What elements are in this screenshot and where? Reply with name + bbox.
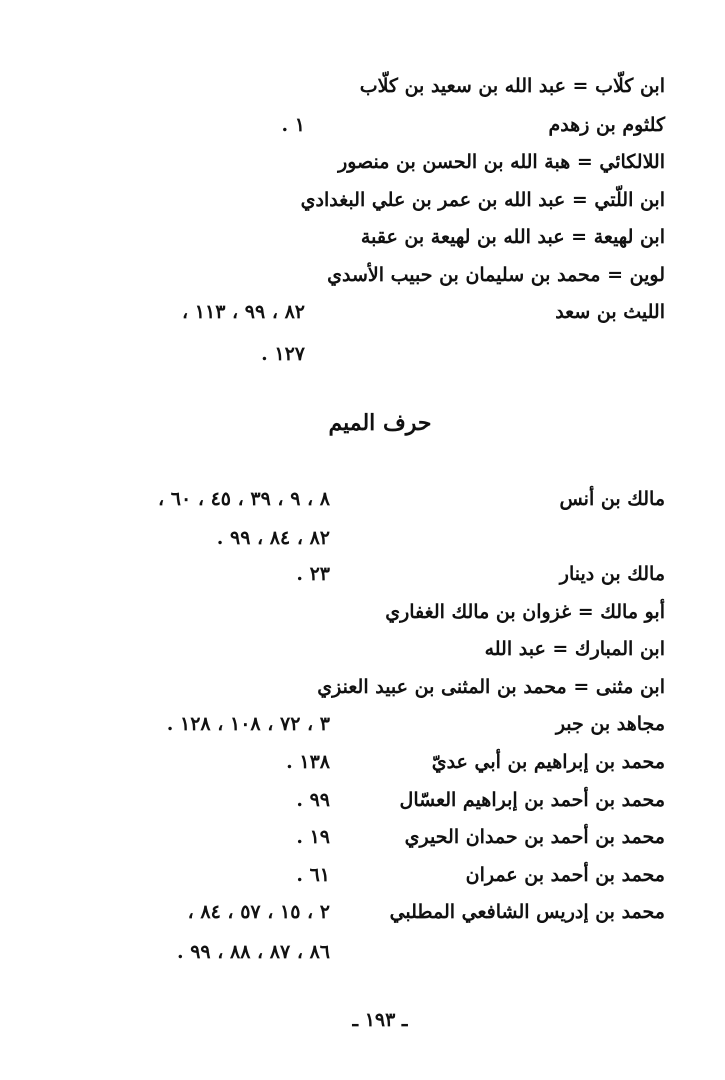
entry-name: ابن مثنى = محمد بن المثنى بن عبيد العنزي <box>317 676 665 698</box>
entry-pages: ٨٢ ، ٨٤ ، ٩٩ . <box>216 527 330 549</box>
entry-name: محمد بن أحمد بن إبراهيم العسّال <box>399 789 665 811</box>
entry-name: ابن المبارك = عبد الله <box>484 638 665 660</box>
entry-pages: ٢٣ . <box>296 563 330 585</box>
entry-name: ابن اللّتي = عبد الله بن عمر بن علي البغدادي <box>300 189 665 211</box>
entry-pages: ٨ ، ٩ ، ٣٩ ، ٤٥ ، ٦٠ ، <box>158 488 330 510</box>
entry-name: محمد بن إبراهيم بن أبي عديّ <box>431 751 665 773</box>
page-number: ـ ١٩٣ ـ <box>352 1009 408 1031</box>
entry-name: محمد بن أحمد بن عمران <box>465 864 665 886</box>
entry-pages: ١٩ . <box>296 826 330 848</box>
entry-name: مالك بن دينار <box>559 563 665 585</box>
entry-pages: ٣ ، ٧٢ ، ١٠٨ ، ١٢٨ . <box>166 713 330 735</box>
entry-name: محمد بن إدريس الشافعي المطلبي <box>389 901 665 923</box>
entry-pages: ٨٦ ، ٨٧ ، ٨٨ ، ٩٩ . <box>176 941 330 963</box>
entry-name: لوين = محمد بن سليمان بن حبيب الأسدي <box>327 264 665 286</box>
entry-name: مجاهد بن جبر <box>555 713 665 735</box>
entry-name: كلثوم بن زهدم <box>548 114 665 136</box>
entry-name: اللالكائي = هبة الله بن الحسن بن منصور <box>338 151 665 173</box>
entry-pages: ٢ ، ١٥ ، ٥٧ ، ٨٤ ، <box>187 901 330 923</box>
entry-name: محمد بن أحمد بن حمدان الحيري <box>404 826 665 848</box>
entry-name: ابن لهيعة = عبد الله بن لهيعة بن عقبة <box>360 226 665 248</box>
entry-pages: ١٢٧ . <box>261 343 305 365</box>
entry-pages: ٦١ . <box>296 864 330 886</box>
entry-name: مالك بن أنس <box>559 488 665 510</box>
section-heading: حرف الميم <box>328 410 432 436</box>
entry-name: الليث بن سعد <box>555 301 665 323</box>
entry-name: ابن كلّاب = عبد الله بن سعيد بن كلّاب <box>359 75 665 97</box>
entry-pages: ٨٢ ، ٩٩ ، ١١٣ ، <box>182 301 305 323</box>
entry-pages: ٩٩ . <box>296 789 330 811</box>
entry-pages: ١٣٨ . <box>286 751 330 773</box>
entry-name: أبو مالك = غزوان بن مالك الغفاري <box>385 601 665 623</box>
entry-pages: ١ . <box>281 114 305 136</box>
